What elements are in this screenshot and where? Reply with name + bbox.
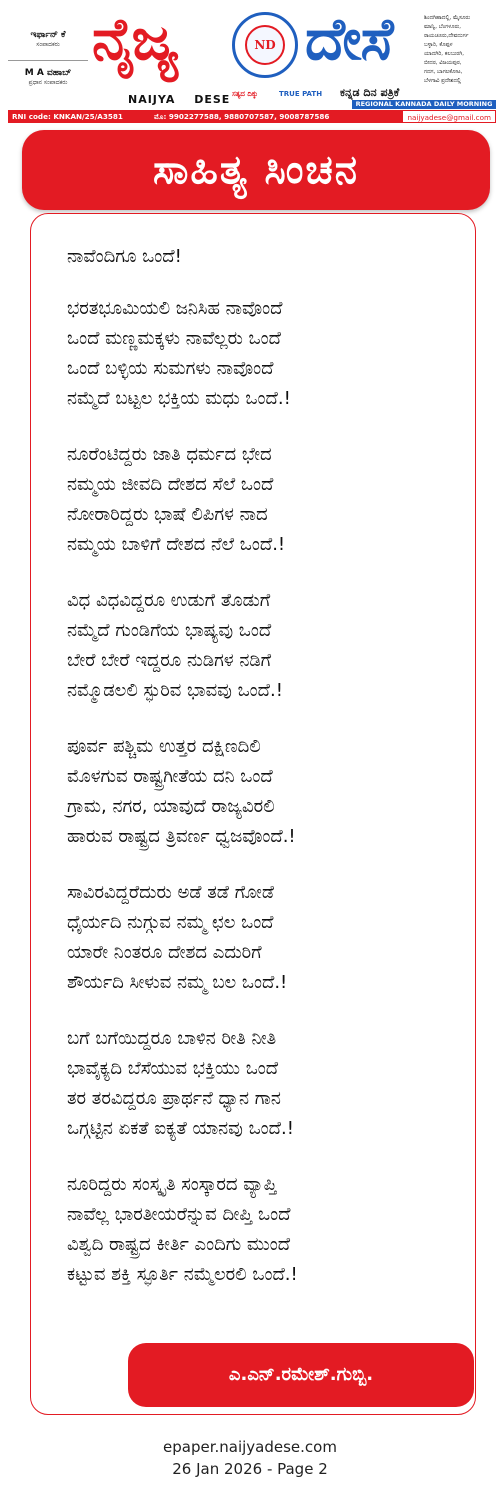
- contact-email-link[interactable]: naijyadese@gmail.com: [402, 110, 496, 123]
- masthead: [0, 0, 500, 122]
- logo-subtitle: [128, 93, 244, 106]
- emblem-letters: ND: [254, 38, 276, 52]
- logo-subtitle-dese: DESE: [194, 93, 231, 106]
- poem-line: ನೂರೆಂಟಿದ್ದರು ಜಾತಿ ಧರ್ಮದ ಭೇದ: [67, 444, 272, 465]
- poem-line: ಭರತಭೂಮಿಯಲಿ ಜನಿಸಿಹ ನಾವೊಂದೆ: [67, 298, 283, 319]
- poem-line: ಭಾವೈಕ್ಯದಿ ಬೆಸೆಯುವ ಭಕ್ತಿಯು ಒಂದೆ: [67, 1058, 279, 1079]
- page-footer: [0, 1436, 500, 1480]
- logo-subtitle-naijya: NAIJYA: [128, 93, 176, 106]
- poem-line: ಯಾರೇ ನಿಂತರೂ ದೇಶದ ಎದುರಿಗೆ: [67, 942, 262, 963]
- poem-line: ವಿಶ್ವದಿ ರಾಷ್ಟ್ರದ ಕೀರ್ತಿ ಎಂದಿಗು ಮುಂದೆ: [67, 1234, 291, 1255]
- poem-line: ಪೂರ್ವ ಪಶ್ಚಿಮ ಉತ್ತರ ದಕ್ಷಿಣದಿಲಿ: [67, 736, 261, 757]
- poem-stanza: [67, 294, 467, 414]
- region-list: [424, 14, 496, 86]
- poem-line: ತರ ತರವಿದ್ದರೂ ಪ್ರಾರ್ಥನೆ ಧ್ಯಾನ ಗಾನ: [67, 1088, 281, 1109]
- poem-card: [30, 213, 476, 1415]
- author-name: ಎ.ಎನ್.ರಮೇಶ್.ಗುಬ್ಬಿ.: [228, 1364, 374, 1385]
- poem-line: ಬಗೆ ಬಗೆಯಿದ್ದರೂ ಬಾಳಿನ ರೀತಿ ನೀತಿ: [67, 1028, 277, 1049]
- poem-line: ನೋರಾರಿದ್ದರು ಭಾಷೆ ಲಿಪಿಗಳ ನಾದ: [67, 504, 268, 525]
- poem-line: ನಮ್ಮೆದೆ ಬಟ್ಟಲ ಭಕ್ತಿಯ ಮಧು ಒಂದೆ.!: [67, 388, 291, 409]
- region-item: ಬೀದರ, ವಿಜಯಪುರ,: [424, 60, 462, 66]
- poem-line: ಸಾವಿರವಿದ್ದರೆದುರು ಅಡೆ ತಡೆ ಗೋಡೆ: [67, 882, 275, 903]
- region-item: ರಾಯಚೂರು,ದೇವದುರ್ಗ: [424, 33, 469, 39]
- poem-line: ವಿಧ ವಿಧವಿದ್ದರೂ ಉಡುಗೆ ತೊಡುಗೆ: [67, 590, 271, 611]
- poem-line: ಗ್ರಾಮ, ನಗರ, ಯಾವುದೆ ರಾಜ್ಯವಿರಲಿ: [67, 796, 275, 817]
- footer-date-page: 26 Jan 2026 - Page 2: [172, 1460, 328, 1478]
- section-title-banner: [22, 130, 490, 210]
- poem-line: ನಮ್ಮೆದೆ ಗುಂಡಿಗೆಯ ಭಾಷ್ಯವು ಒಂದೆ: [67, 620, 272, 641]
- poem-line: ನಮ್ಮಯ ಜೀವದಿ ದೇಶದ ಸೆಲೆ ಒಂದೆ: [67, 474, 274, 495]
- poem-line: ಒಗ್ಗಟ್ಟಿನ ಏಕತೆ ಐಕ್ಯತೆ ಯಾನವು ಒಂದೆ.!: [67, 1118, 294, 1139]
- region-item: ಬಳ್ಳಾರಿ, ಕೊಪ್ಪಳ: [424, 42, 453, 48]
- poem-line: ಮೊಳಗುವ ರಾಷ್ಟ್ರಗೀತೆಯ ದನಿ ಒಂದೆ: [67, 766, 273, 787]
- poem-line: ಕಟ್ಟುವ ಶಕ್ತಿ ಸ್ಫೂರ್ತಿ ನಮ್ಮೆಲರಲಿ ಒಂದೆ.!: [67, 1264, 298, 1285]
- author-badge: [128, 1343, 474, 1407]
- section-title: ಸಾಹಿತ್ಯ ಸಿಂಚನ: [152, 147, 359, 193]
- logo-wordmark-left: ನೈಜ್ಯ: [92, 5, 178, 73]
- contact-phones: ಮೊ: 9902277588, 9880707587, 9008787586: [154, 112, 330, 121]
- tagline-kannada: ಸತ್ಯದ ದಿಕ್ಕು: [232, 90, 258, 98]
- poem-line: ಒಂದೆ ಬಳ್ಳಿಯ ಸುಮಗಳು ನಾವೊಂದೆ: [67, 358, 274, 379]
- publisher-role: ಪ್ರಧಾನ ಸಂಪಾದಕರು: [28, 79, 68, 86]
- poem-line: ನಮ್ಮಯ ಬಾಳಿಗೆ ದೇಶದ ನೆಲೆ ಒಂದೆ.!: [67, 534, 286, 555]
- region-item: ಮಾನ್ವಿ, ಬೆಂಗಳೂರು,: [424, 24, 462, 30]
- poem-body: [67, 246, 467, 1290]
- region-item: ಶಿಂದಗಿಹಾದಲ್ಲಿ, ಮೈಸೂರು: [424, 15, 471, 21]
- poem-heading: ನಾವೆಂದಿಗೂ ಒಂದೆ!: [67, 246, 182, 267]
- poem-line: ನಮ್ಮೊಡಲಲಿ ಸ್ಫುರಿವ ಭಾವವು ಒಂದೆ.!: [67, 680, 283, 701]
- footer-url-link[interactable]: epaper.naijyadese.com: [163, 1438, 337, 1456]
- poem-line: ಹಾರುವ ರಾಷ್ಟ್ರದ ತ್ರಿವರ್ಣ ಧ್ವಜವೊಂದೆ.!: [67, 826, 296, 847]
- editor-role: ಸಂಪಾದಕರು: [36, 41, 60, 48]
- poem-line: ಬೇರೆ ಬೇರೆ ಇದ್ದರೂ ನುಡಿಗಳ ನಡಿಗೆ: [67, 650, 272, 671]
- region-item: ಯಾದಗಿರಿ, ಕಲಬುರಗಿ,: [424, 51, 464, 57]
- poem-line: ಒಂದೆ ಮಣ್ಣಮಕ್ಕಳು ನಾವೆಲ್ಲರು ಒಂದೆ: [67, 328, 281, 349]
- poem-stanza: [67, 1024, 467, 1144]
- info-bar: [8, 110, 496, 123]
- poem-stanza: [67, 878, 467, 998]
- region-item: ಗದಗ, ಬಾಗಲಕೋಟ,: [424, 69, 463, 75]
- emblem-inner: [245, 25, 285, 65]
- rni-code: RNI code: KNKAN/25/A3581: [12, 112, 123, 121]
- logo-emblem-icon: [232, 12, 298, 78]
- poem-line: ನೂರಿದ್ದರು ಸಂಸ್ಕೃತಿ ಸಂಸ್ಕಾರದ ವ್ಯಾಪ್ತಿ: [67, 1174, 277, 1195]
- publisher-name: M A ವಹಾಬ್: [24, 68, 72, 78]
- kannada-daily-label: ಕನ್ನಡ ದಿನ ಪತ್ರಿಕೆ: [340, 86, 400, 99]
- publisher-credit: [8, 68, 88, 87]
- poem-stanza: [67, 1170, 467, 1290]
- poem-line: ಧೈರ್ಯದಿ ನುಗ್ಗುವ ನಮ್ಮ ಛಲ ಒಂದೆ: [67, 912, 274, 933]
- editor-credit: [8, 30, 88, 49]
- poem-line: ಶೌರ್ಯದಿ ಸೀಳುವ ನಮ್ಮ ಬಲ ಒಂದೆ.!: [67, 972, 288, 993]
- editor-name: ಇರ್ಫಾನ್ ಕೆ: [30, 30, 66, 40]
- poem-stanza: [67, 732, 467, 852]
- region-banner: REGIONAL KANNADA DAILY MORNING: [352, 100, 496, 109]
- poem-stanza: [67, 440, 467, 560]
- region-item: ಬೆಳಗಾವಿ ಪ್ರದೇಶದಲ್ಲಿ: [424, 78, 462, 84]
- logo-wordmark-right: ದೇಸೆ: [305, 5, 393, 73]
- poem-stanza: [67, 586, 467, 706]
- tagline-english: TRUE PATH: [279, 90, 323, 98]
- poem-line: ನಾವೆಲ್ಲ ಭಾರತೀಯರೆನ್ನುವ ದೀಪ್ತಿ ಒಂದೆ: [67, 1204, 291, 1225]
- editor-divider: [8, 60, 88, 61]
